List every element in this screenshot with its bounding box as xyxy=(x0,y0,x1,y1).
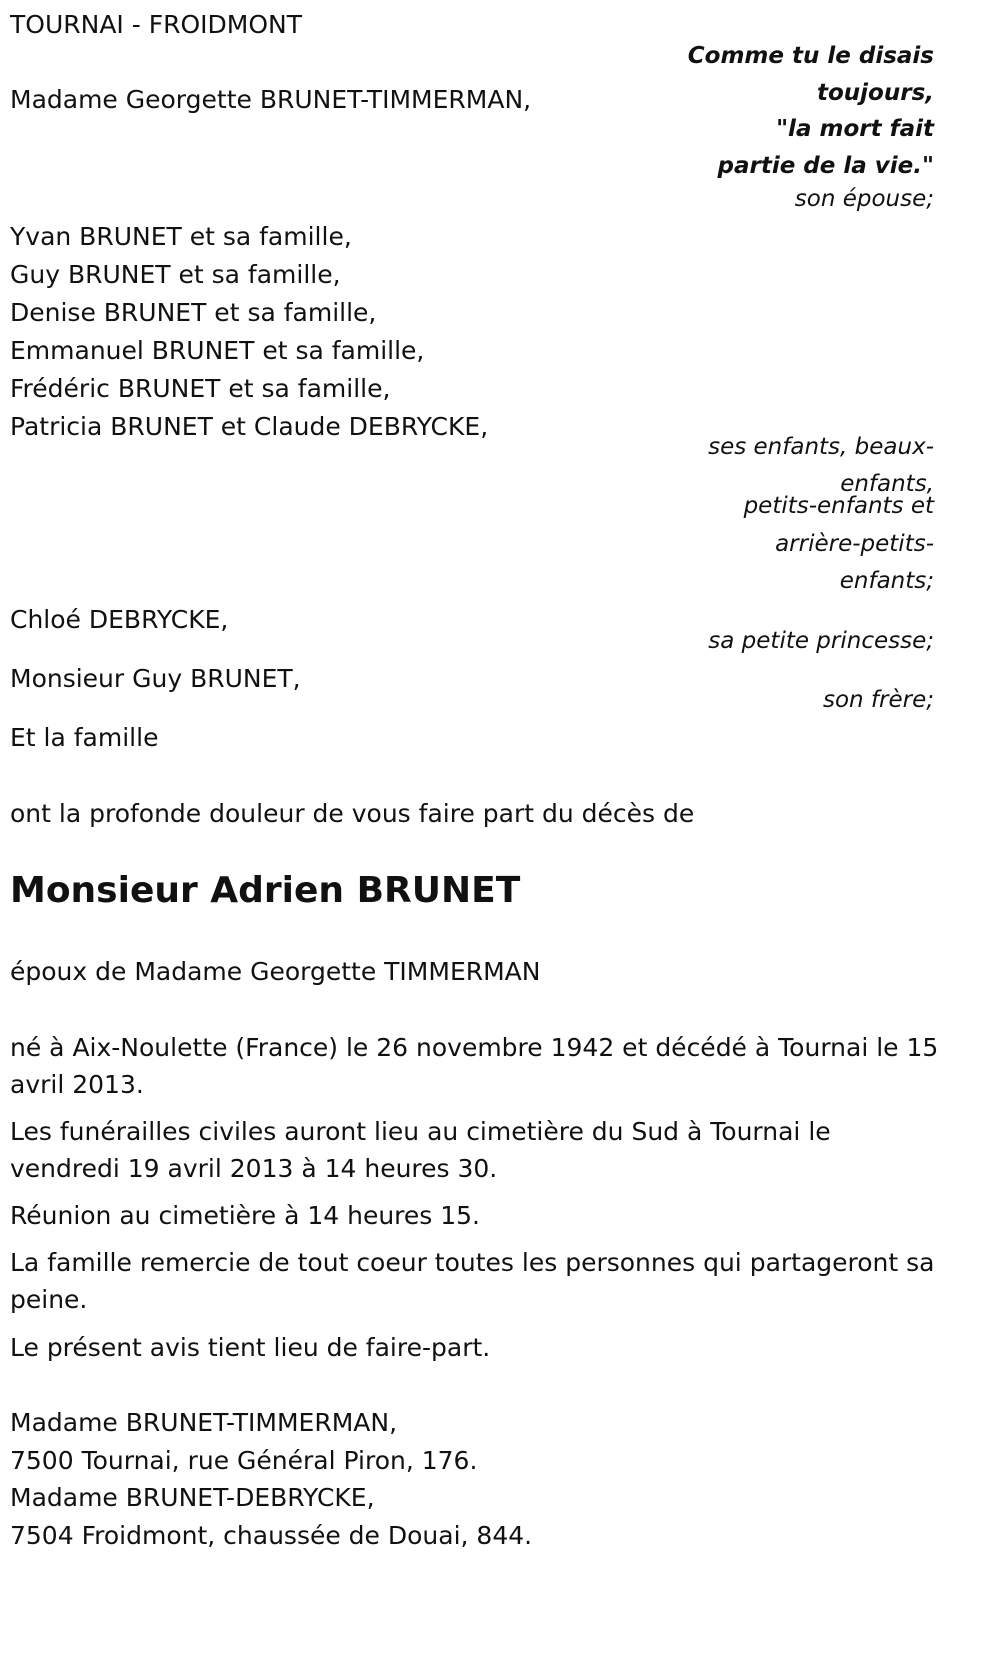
birth-death-paragraph: né à Aix-Noulette (France) le 26 novembre 1942 et décédé à Tournai le 15 avril 2013. xyxy=(10,1033,939,1099)
quote-line: "la mort fait xyxy=(776,116,934,142)
brother-name: Monsieur Guy BRUNET, xyxy=(10,664,301,693)
quote-line: Comme tu le disais xyxy=(687,43,934,69)
brother-relation: son frère; xyxy=(822,687,934,713)
children-relation-line: enfants; xyxy=(839,568,934,594)
spouse-name: Madame Georgette BRUNET-TIMMERMAN, xyxy=(10,85,532,114)
spouse-of-line: époux de Madame Georgette TIMMERMAN xyxy=(10,957,541,986)
children-relation-line: enfants, xyxy=(840,471,934,497)
address-line: Madame BRUNET-DEBRYCKE, xyxy=(10,1483,375,1512)
meeting-paragraph: Réunion au cimetière à 14 heures 15. xyxy=(10,1201,481,1230)
quote-line: partie de la vie." xyxy=(717,152,934,179)
granddaughter-relation: sa petite princesse; xyxy=(708,628,934,654)
child-name: Yvan BRUNET et sa famille, xyxy=(10,222,352,251)
children-relation-line: ses enfants, beaux- xyxy=(708,434,934,460)
address-block xyxy=(10,1404,532,1554)
child-name: Emmanuel BRUNET et sa famille, xyxy=(10,336,425,365)
spouse-relation: son épouse; xyxy=(794,186,934,212)
deceased-name: Monsieur Adrien BRUNET xyxy=(10,870,521,911)
family-line: Et la famille xyxy=(10,723,159,752)
epigraph-quote xyxy=(688,38,934,184)
funeral-ceremony-paragraph: Les funérailles civiles auront lieu au cimetière du Sud à Tournai le vendredi 19 avril 2013 à 14 heures 30. xyxy=(10,1117,831,1183)
notice-paragraph: Le présent avis tient lieu de faire-part. xyxy=(10,1333,491,1362)
child-name: Frédéric BRUNET et sa famille, xyxy=(10,374,391,403)
granddaughter-name: Chloé DEBRYCKE, xyxy=(10,605,229,634)
announcement-text: ont la profonde douleur de vous faire part du décès de xyxy=(10,799,695,828)
children-relation-line: petits-enfants et xyxy=(743,493,934,519)
thanks-paragraph: La famille remercie de tout coeur toutes les personnes qui partageront sa peine. xyxy=(10,1248,935,1314)
children-relation-line: arrière-petits- xyxy=(775,531,934,557)
child-name: Denise BRUNET et sa famille, xyxy=(10,298,377,327)
child-name: Patricia BRUNET et Claude DEBRYCKE, xyxy=(10,412,489,441)
child-name: Guy BRUNET et sa famille, xyxy=(10,260,341,289)
children-list xyxy=(10,218,488,446)
quote-line: toujours, xyxy=(817,79,934,106)
address-line: 7504 Froidmont, chaussée de Douai, 844. xyxy=(10,1520,533,1550)
location-header: TOURNAI - FROIDMONT xyxy=(10,10,302,39)
address-line: 7500 Tournai, rue Général Piron, 176. xyxy=(10,1445,478,1475)
address-line: Madame BRUNET-TIMMERMAN, xyxy=(10,1408,398,1437)
